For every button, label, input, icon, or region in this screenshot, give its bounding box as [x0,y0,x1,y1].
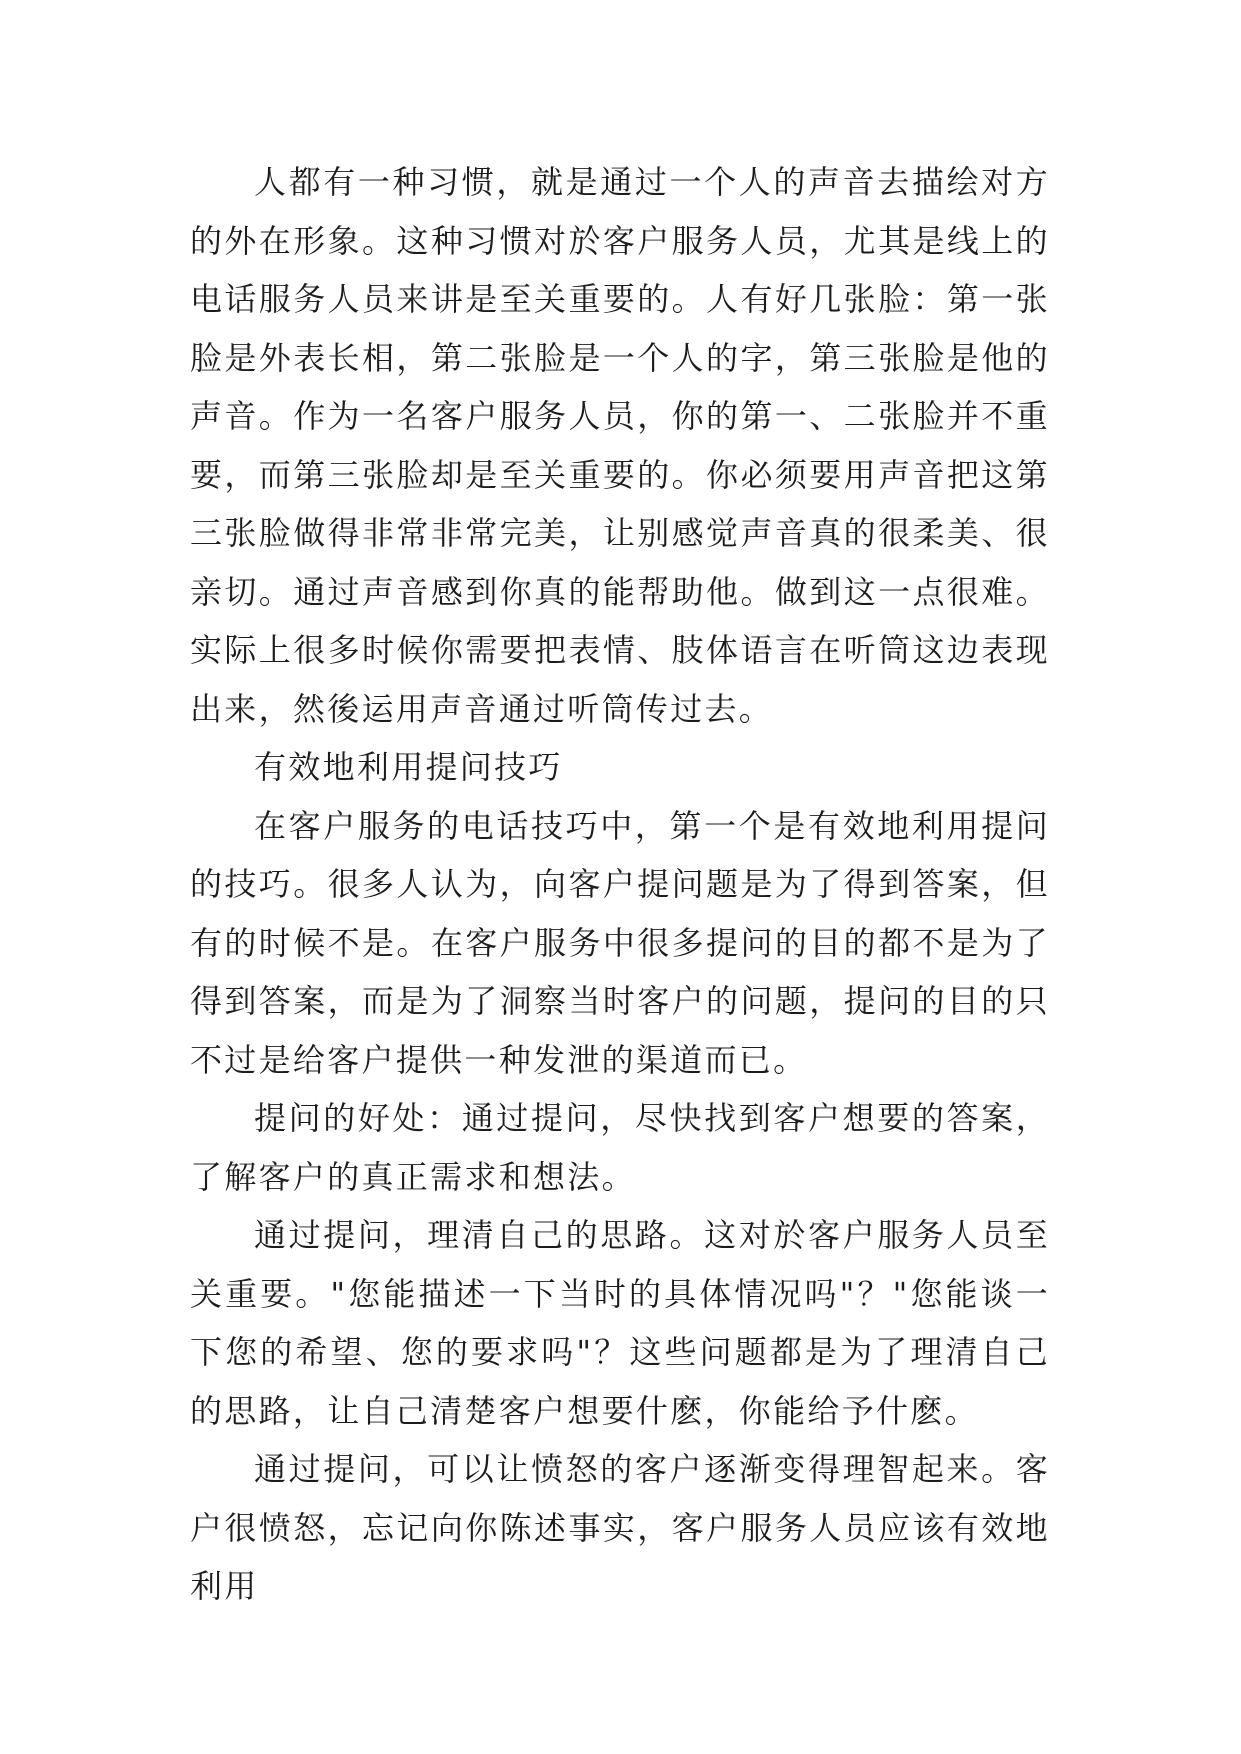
paragraph-calm-angry-customer: 通过提问，可以让愤怒的客户逐渐变得理智起来。客户很愤怒，忘记向你陈述事实，客户服务人员应该有效地利用 [190,1450,1050,1605]
section-heading-questioning-skills: 有效地利用提问技巧 [254,748,563,786]
paragraph-questioning-purpose: 在客户服务的电话技巧中，第一个是有效地利用提问的技巧。很多人认为，向客户提问题是为了得到答案，但有的时候不是。在客户服务中很多提问的目的都不是为了得到答案，而是为了洞察当时客户的问题，提问的目的只不过是给客户提供一种发泄的渠道而已。 [190,806,1050,1079]
paragraph-voice-image: 人都有一种习惯，就是通过一个人的声音去描绘对方的外在形象。这种习惯对於客户服务人员，尤其是线上的电话服务人员来讲是至关重要的。人有好几张脸：第一张脸是外表长相，第二张脸是一个人的字，第三张脸是他的声音。作为一名客户服务人员，你的第一、二张脸并不重要，而第三张脸却是至关重要的。你必须要用声音把这第三张脸做得非常非常完美，让别感觉声音真的很柔美、很亲切。通过声音感到你真的能帮助他。做到这一点很难。实际上很多时候你需要把表情、肢体语言在听筒这边表现出来，然後运用声音通过听筒传过去。 [190,163,1050,728]
paragraph-questioning-benefits: 提问的好处：通过提问，尽快找到客户想要的答案，了解客户的真正需求和想法。 [190,1099,1050,1196]
document-body [190,153,1050,1616]
paragraph-clarify-thinking: 通过提问，理清自己的思路。这对於客户服务人员至关重要。"您能描述一下当时的具体情况吗"？"您能谈一下您的希望、您的要求吗"？这些问题都是为了理清自己的思路，让自己清楚客户想要什麽，你能给予什麽。 [190,1216,1050,1430]
